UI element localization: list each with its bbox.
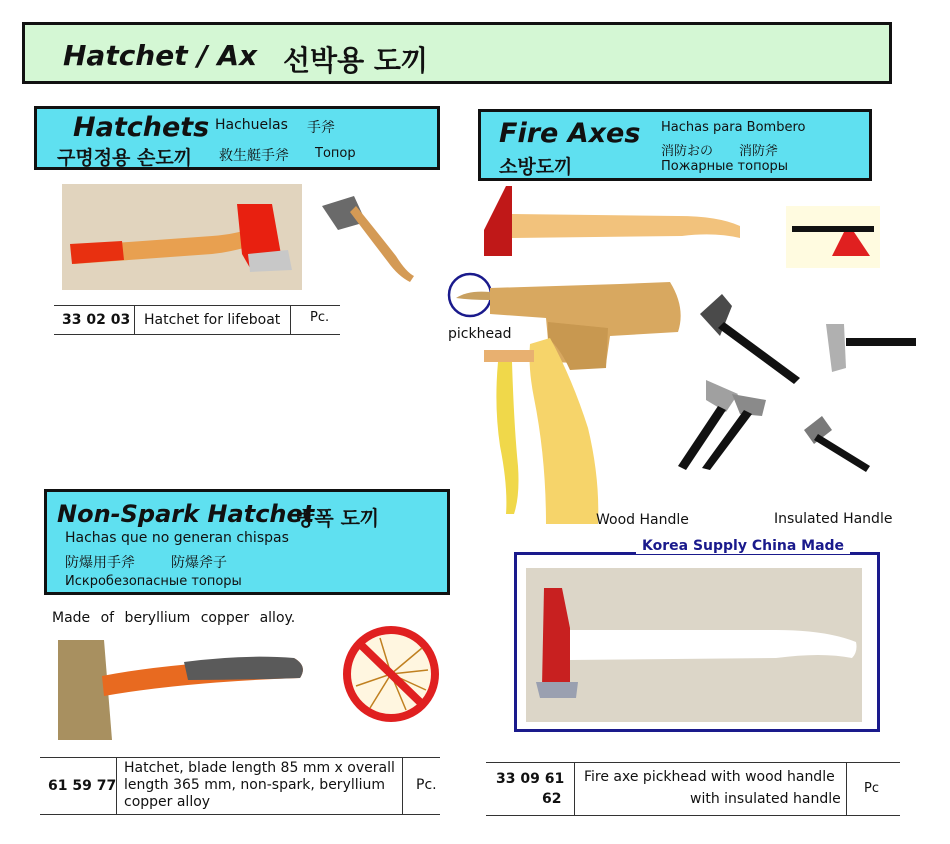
hatchets-code: 33 02 03	[62, 312, 131, 328]
fire-axes-ja: 消防おの	[661, 144, 714, 159]
table-divider	[134, 306, 135, 334]
fire-axes-header	[478, 109, 872, 181]
hatchets-title: Hatchets	[73, 112, 210, 143]
hatchets-desc: Hatchet for lifeboat	[144, 312, 281, 328]
no-spark-icon	[340, 626, 442, 722]
page-title-banner	[22, 22, 892, 84]
non-spark-title: Non-Spark Hatchet	[57, 500, 315, 528]
non-spark-zh2: 防爆斧子	[171, 555, 227, 571]
non-spark-unit: Pc.	[416, 777, 437, 793]
fire-axes-title: Fire Axes	[499, 118, 641, 149]
insulated-axe-2-photo	[822, 320, 918, 376]
non-spark-table	[40, 757, 440, 815]
table-divider	[402, 758, 403, 814]
table-divider	[574, 763, 575, 815]
insulated-axe-4-photo	[796, 412, 876, 474]
fire-axes-desc-1: Fire axe pickhead with wood handle	[584, 769, 835, 785]
table-divider	[116, 758, 117, 814]
non-spark-es: Hachas que no generan chispas	[65, 530, 289, 546]
non-spark-title-korean: 방폭 도끼	[295, 506, 380, 530]
non-spark-desc-line1: Hatchet, blade length 85 mm x overall	[124, 760, 395, 776]
non-spark-code: 61 59 77	[48, 778, 117, 794]
hatchet-photo	[62, 184, 302, 290]
non-spark-header	[44, 489, 450, 595]
supply-fire-axe-photo	[526, 568, 862, 722]
fire-axes-title-korean: 소방도끼	[499, 156, 573, 178]
hatchets-table	[54, 305, 340, 335]
non-spark-hatchet-photo	[54, 636, 308, 740]
insulated-axe-3-photo	[666, 376, 786, 472]
non-spark-desc-line3: copper alloy	[124, 794, 211, 810]
page-title-korean: 선박용 도끼	[283, 44, 428, 77]
fire-axes-zh: 消防斧	[739, 144, 779, 159]
fire-axe-small-photo	[478, 346, 544, 516]
hatchets-zh: 手斧	[307, 120, 335, 136]
hatchets-ru: Топор	[315, 146, 356, 161]
fire-axes-es: Hachas para Bombero	[661, 120, 806, 135]
non-spark-desc-line2: length 365 mm, non-spark, beryllium	[124, 777, 386, 793]
fire-axes-ru: Пожарные топоры	[661, 159, 789, 174]
page-title: Hatchet / Ax	[63, 39, 258, 72]
wood-handle-label: Wood Handle	[596, 512, 689, 528]
fire-axes-desc-2: with insulated handle	[690, 791, 841, 807]
fire-axes-code-1: 33 09 61	[496, 771, 565, 787]
hatchet-small-photo	[318, 192, 422, 284]
table-divider	[290, 306, 291, 334]
insulated-axe-1-photo	[692, 292, 808, 386]
axe-silhouette-icon	[786, 206, 880, 268]
non-spark-ru: Искробезопасные топоры	[65, 574, 242, 589]
table-divider	[846, 763, 847, 815]
hatchets-header	[34, 106, 440, 170]
supply-label: Korea Supply China Made	[636, 538, 850, 554]
hatchets-es: Hachuelas	[215, 117, 288, 133]
fire-axes-unit: Pc	[864, 781, 879, 796]
non-spark-note: Made of beryllium copper alloy.	[52, 610, 296, 626]
fire-axe-long-photo	[478, 186, 744, 262]
insulated-handle-label: Insulated Handle	[774, 511, 893, 527]
hatchets-unit: Pc.	[310, 310, 330, 325]
fire-axes-table	[486, 762, 900, 816]
hatchets-title-korean: 구명정용 손도끼	[57, 147, 193, 169]
pickhead-label: pickhead	[448, 326, 512, 342]
non-spark-zh1: 防爆用手斧	[65, 555, 135, 571]
fire-axes-code-2: 62	[542, 791, 562, 807]
hatchets-zh2: 救生艇手斧	[219, 148, 289, 164]
